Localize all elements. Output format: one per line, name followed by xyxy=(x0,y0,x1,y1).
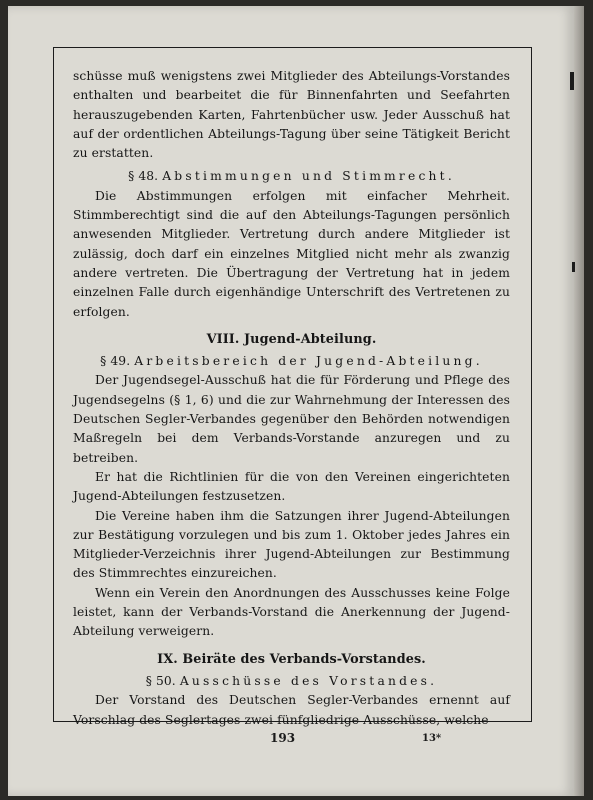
opening-paragraph: schüsse muß wenigstens zwei Mitglieder des Abteilungs-Vorstandes enthalten und bearbeitet die für Binnenfahrten und Seefahrten herauszugebenden Karten, Fahrtenbücher usw. Jeder Ausschuß hat auf der ordentlichen Abteilungs-Tagung über seine Tätigkeit Bericht zu erstatten. xyxy=(73,69,510,161)
section-50-title: Ausschüsse des Vorstandes. xyxy=(179,673,438,688)
section-50-number: § 50. xyxy=(145,673,176,688)
section-48-title: Abstimmungen und Stimmrecht. xyxy=(162,169,455,184)
section-49-paragraph-2: Er hat die Richtlinien für die von den Vereinen eingerichteten Jugend-Abteilungen festzusetzen. xyxy=(73,469,510,504)
section-48-heading xyxy=(73,167,510,186)
signature-mark: 13* xyxy=(422,733,442,744)
section-49-heading xyxy=(73,352,510,371)
section-49-number: § 49. xyxy=(100,354,131,369)
margin-ink-mark-small xyxy=(572,262,575,272)
page-binding-edge xyxy=(574,6,584,796)
section-49-paragraph-3: Die Vereine haben ihm die Satzungen ihrer Jugend-Abteilungen zur Bestätigung vorzulegen und bis zum 1. Oktober jedes Jahres ein Mitglieder-Verzeichnis ihrer Jugend-Abteilungen zur Bestimmung des Stimmrechtes einzureichen. xyxy=(73,508,510,581)
section-50-text: Der Vorstand des Deutschen Segler-Verbandes ernennt auf Vorschlag des Seglertages zwei fünfgliedrige Ausschüsse, welche xyxy=(73,693,510,727)
section-48-number: § 48. xyxy=(128,169,159,184)
section-49-title: Arbeitsbereich der Jugend-Abteilung. xyxy=(134,354,483,369)
page-text-block xyxy=(73,67,510,730)
margin-ink-mark xyxy=(570,72,574,90)
section-49-paragraph-1: Der Jugendsegel-Ausschuß hat die für Förderung und Pflege des Jugendsegelns (§ 1, 6) und die zur Wahrnehmung der Interessen des Deutschen Segler-Verbandes gegenüber den Behörden notwendigen Maßregeln bei dem Verbands-Vorstande anzuregen und zu betreiben. xyxy=(73,373,510,465)
chapter-9-heading: IX. Beiräte des Verbands-Vorstandes. xyxy=(157,651,426,667)
chapter-8-heading: VIII. Jugend-Abteilung. xyxy=(206,331,377,347)
section-49-paragraph-4: Wenn ein Verein den Anordnungen des Ausschusses keine Folge leistet, kann der Verbands-Vorstand die Anerkennung der Jugend-Abteilung verweigern. xyxy=(73,585,510,639)
section-48-text: Die Abstimmungen erfolgen mit einfacher Mehrheit. Stimmberechtigt sind die auf den Abteilungs-Tagungen persönlich anwesenden Mitglieder. Vertretung durch andere Mitglieder ist zulässig, doch darf ein einzelnes Mitglied nicht mehr als zwanzig andere vertreten. Die Übertragung der Vertretung hat in jedem einzelnen Falle durch eigenhändige Unterschrift des Vertretenen zu erfolgen. xyxy=(73,188,510,319)
section-50-heading xyxy=(73,672,510,691)
page-number: 193 xyxy=(270,731,296,745)
